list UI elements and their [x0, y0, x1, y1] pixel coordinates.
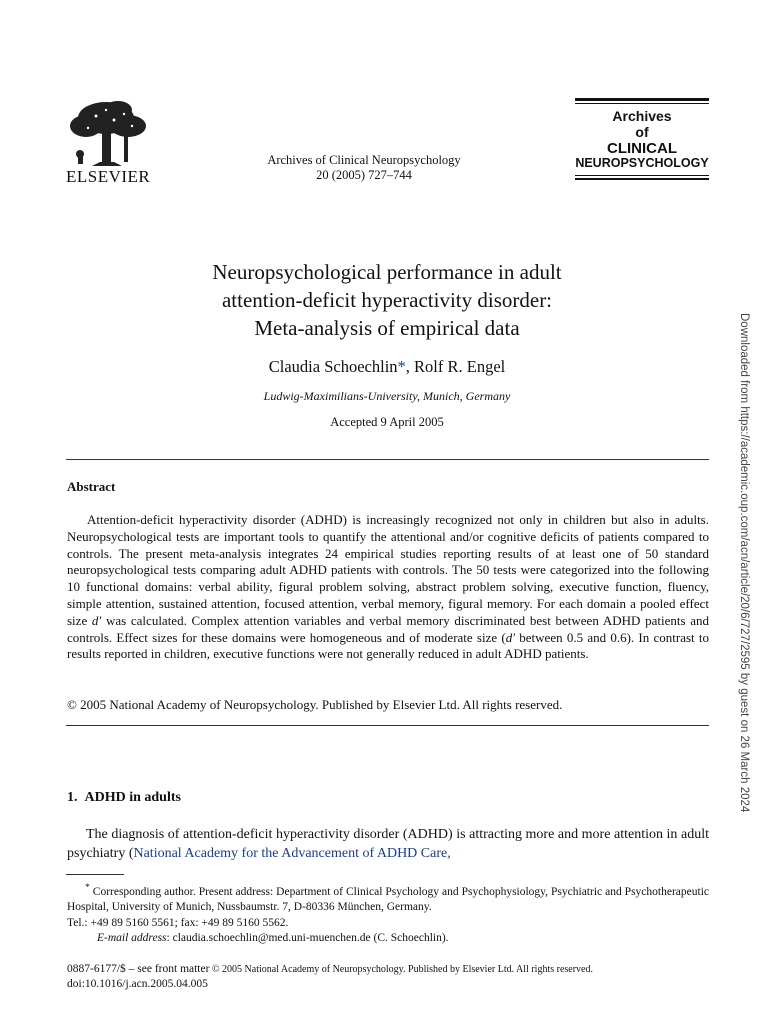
title-line: Neuropsychological performance in adult	[212, 260, 562, 284]
rights-statement: © 2005 National Academy of Neuropsychology. Published by Elsevier Ltd. All rights reserved.	[209, 964, 593, 975]
effect-size-symbol: d′	[91, 612, 102, 628]
abstract-heading: Abstract	[67, 479, 116, 494]
journal-citation	[230, 153, 498, 183]
divider	[66, 459, 709, 460]
front-matter	[67, 962, 709, 992]
journal-logo-line: Archives	[612, 108, 672, 124]
footnote-divider	[66, 874, 124, 875]
abstract-text: Attention-deficit hyperactivity disorder (ADHD) is increasingly recognized not only in children but also in adults. Neuropsychological tests are important tools to quantify the attentional and/or cognitive deficits of patients compared to controls. The present meta-analysis integrates 24 empirical studies reporting results of at least one of 50 standard neuropsychological tests comparing adult ADHD patients with controls. The 50 tests were categorized into the following 10 functional domains: verbal ability, figural problem solving, abstract problem solving, executive function, fluency, simple attention, sustained attention, focused attention, verbal memory, figural memory. For each domain a pooled effect size	[67, 512, 709, 628]
title-line: attention-deficit hyperactivity disorder:	[221, 288, 553, 312]
citation-link[interactable]: National Academy for the Advancement of ADHD Care,	[133, 846, 451, 861]
authors	[100, 357, 674, 377]
footnote-phone: Tel.: +49 89 5160 5561; fax: +49 89 5160 5562.	[67, 916, 289, 929]
journal-name: Archives of Clinical Neuropsychology	[267, 153, 461, 167]
footnote-text: Corresponding author. Present address: Department of Clinical Psychology and Psychophysiology, Psychiatric and Psychotherapeutic Hospital, University of Munich, Nussbaumstr. 7, D-80336 München, Germany.	[67, 885, 709, 914]
email-label: E-mail address	[97, 932, 167, 945]
abstract-copyright: © 2005 National Academy of Neuropsychology. Published by Elsevier Ltd. All rights reserved.	[67, 697, 563, 712]
journal-logo-line: of	[635, 124, 649, 140]
section-body	[67, 825, 709, 863]
abstract-text: was calculated. Complex attention variables and verbal memory discriminated best between ADHD patients and controls. Effect sizes for these domains were homogeneous and of moderate size (	[67, 612, 709, 645]
journal-volume: 20 (2005) 727–744	[316, 168, 412, 182]
author-name[interactable]: , Rolf R. Engel	[405, 357, 506, 376]
journal-logo-line: CLINICAL	[607, 140, 677, 157]
publisher-name: ELSEVIER	[66, 167, 151, 186]
journal-logo	[575, 98, 709, 180]
email-value[interactable]: : claudia.schoechlin@med.uni-muenchen.de (C. Schoechlin).	[166, 932, 449, 945]
author-name[interactable]: Claudia Schoechlin	[268, 357, 398, 376]
accepted-date: Accepted 9 April 2005	[330, 415, 444, 429]
footnote	[67, 880, 709, 947]
journal-logo-line: NEUROPSYCHOLOGY	[575, 156, 709, 170]
doi[interactable]: doi:10.1016/j.acn.2005.04.005	[67, 978, 208, 990]
divider	[66, 725, 709, 726]
footnote-marker: *	[85, 882, 90, 893]
corresponding-author-marker[interactable]: *	[397, 357, 406, 376]
section-heading: 1. ADHD in adults	[67, 790, 181, 805]
section-text: The diagnosis of attention-deficit hyperactivity disorder (ADHD) is attracting more and more attention in adult psychiatry (	[67, 827, 709, 861]
issn: 0887-6177/$ – see front matter	[67, 963, 210, 975]
abstract-text: between 0.5 and 0.6). In contrast to results reported in children, executive functions were not generally reduced in adult ADHD patients.	[67, 629, 709, 662]
paper-title	[100, 258, 674, 342]
title-line: Meta-analysis of empirical data	[254, 316, 520, 340]
download-watermark: Downloaded from https://academic.oup.com/acn/article/20/6/727/2595 by guest on 26 March 2024	[738, 313, 750, 813]
affiliation: Ludwig-Maximilians-University, Munich, Germany	[263, 389, 511, 403]
effect-size-symbol: d′	[505, 629, 516, 645]
abstract-body	[67, 512, 709, 663]
